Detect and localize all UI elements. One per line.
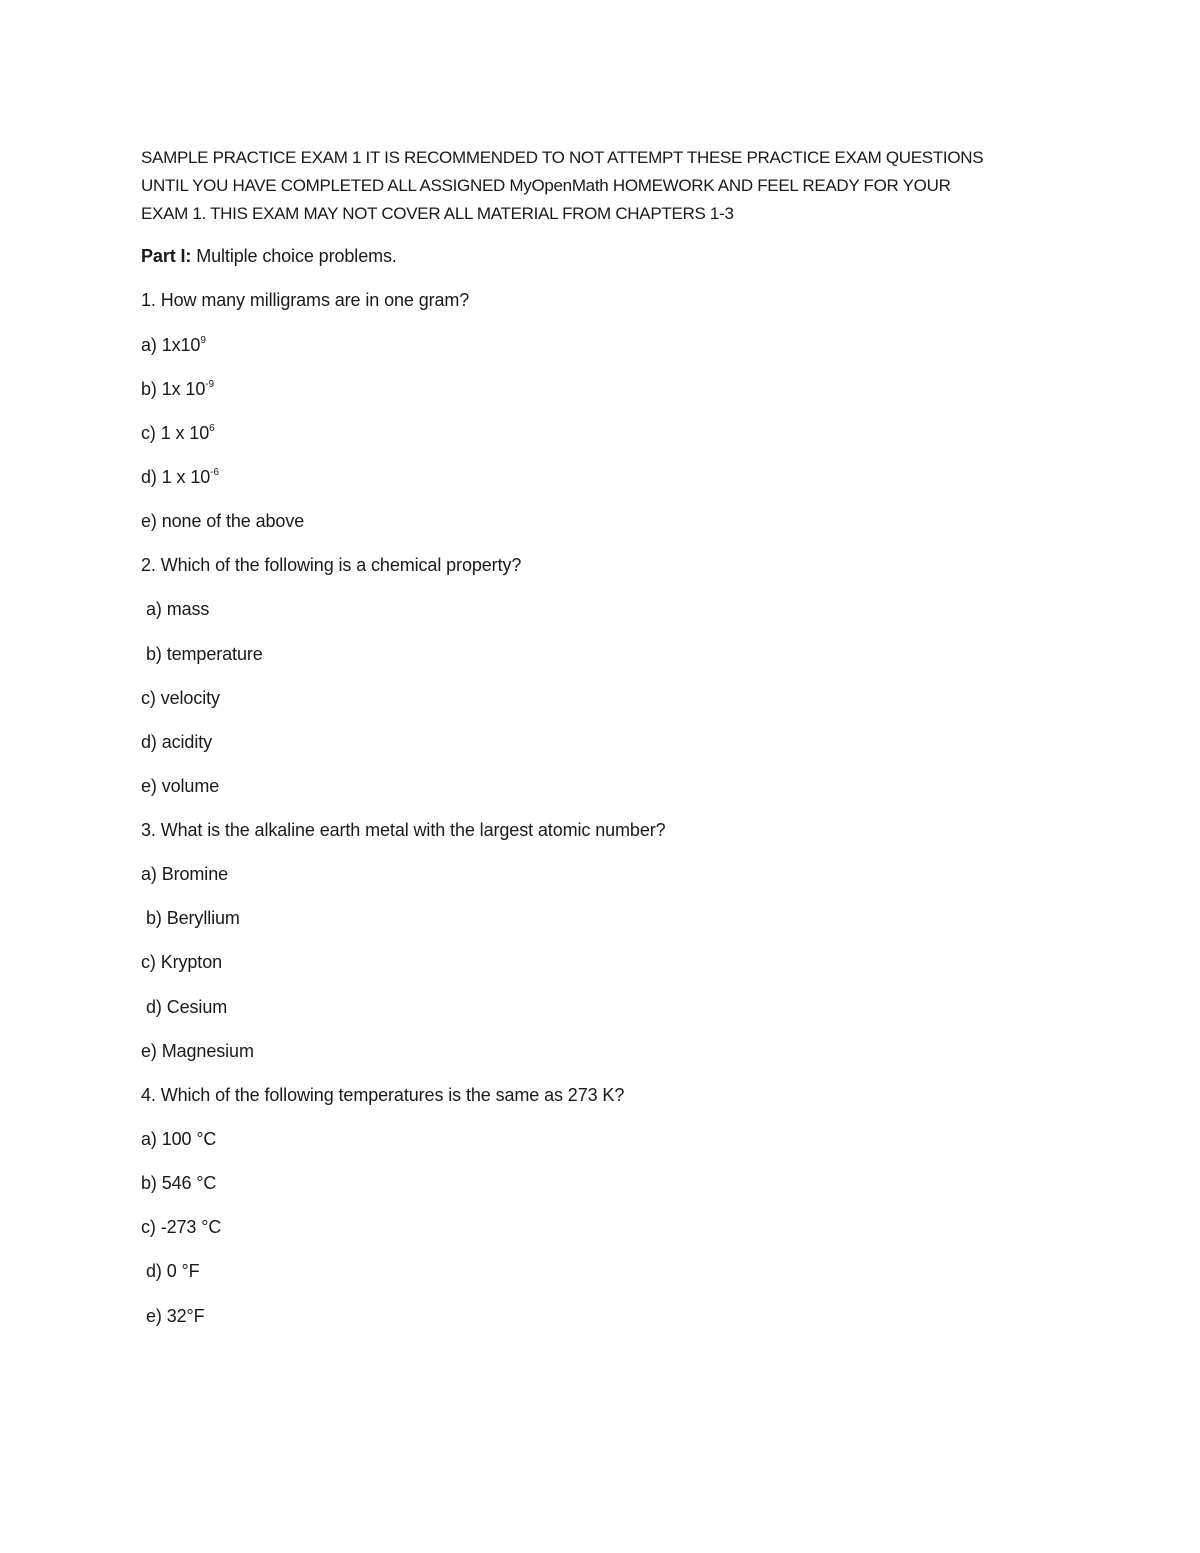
question-3-option-e: e) Magnesium [141,1041,254,1061]
question-2-option-e: e) volume [141,776,220,796]
question-2-option-a: a) mass [146,599,210,619]
question-3-option-b: b) Beryllium [146,908,240,928]
question-4-option-c: c) -273 °C [141,1217,222,1237]
question-4-option-b: b) 546 °C [141,1173,217,1193]
question-4-option-d: d) 0 °F [146,1261,200,1281]
question-4-option-a: a) 100 °C [141,1129,217,1149]
part-text: Multiple choice problems. [191,246,397,266]
header-line-3: EXAM 1. THIS EXAM MAY NOT COVER ALL MATERIAL FROM CHAPTERS 1-3 [141,204,734,223]
question-4-option-e: e) 32°F [146,1306,205,1326]
exam-header [141,144,1061,228]
question-3-option-c: c) Krypton [141,952,223,972]
question-1-option-e: e) none of the above [141,511,305,531]
question-4-prompt: 4. Which of the following temperatures is the same as 273 K? [141,1085,625,1105]
question-1-option-d: d) 1 x $10^{-6}$ [141,467,219,487]
question-3-option-a: a) Bromine [141,864,229,884]
question-3-prompt: 3. What is the alkaline earth metal with the largest atomic number? [141,820,666,840]
question-1-prompt: 1. How many milligrams are in one gram? [141,290,470,310]
part-label: Part I: [141,246,192,266]
header-line-2: UNTIL YOU HAVE COMPLETED ALL ASSIGNED MyOpenMath HOMEWORK AND FEEL READY FOR YOUR [141,176,951,195]
question-3-option-d: d) Cesium [146,997,228,1017]
question-1-option-a: a) $1x10^9$ [141,335,206,355]
question-2-option-d: d) acidity [141,732,213,752]
question-1-option-c: c) 1 x $10^6$ [141,423,215,443]
header-line-1: SAMPLE PRACTICE EXAM 1 IT IS RECOMMENDED TO NOT ATTEMPT THESE PRACTICE EXAM QUESTIONS [141,148,984,167]
question-2-option-c: c) velocity [141,688,220,708]
question-2-prompt: 2. Which of the following is a chemical property? [141,555,522,575]
question-1-option-b: b) 1x $10^{-9}$ [141,379,214,399]
question-2-option-b: b) temperature [146,644,263,664]
part-heading [141,244,397,268]
